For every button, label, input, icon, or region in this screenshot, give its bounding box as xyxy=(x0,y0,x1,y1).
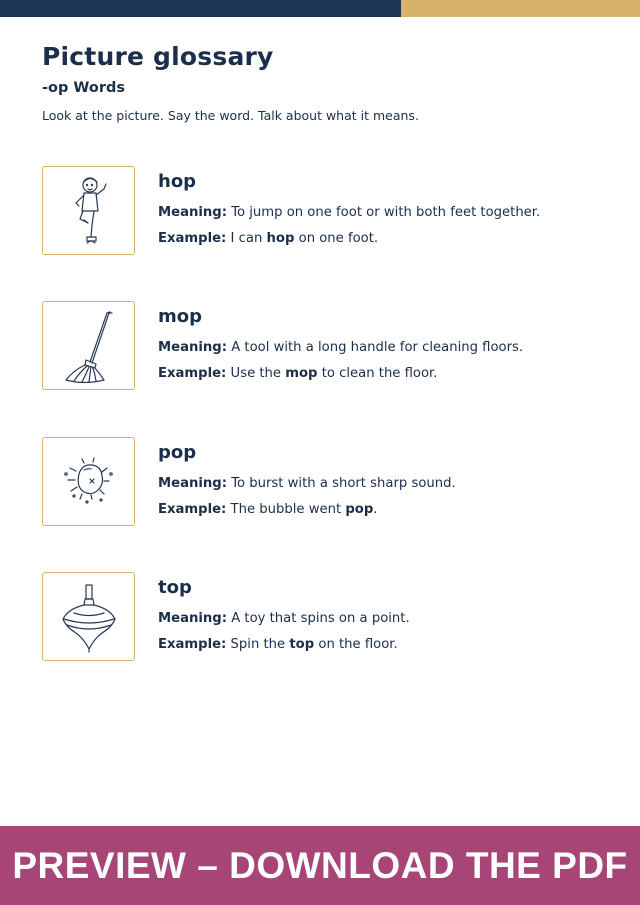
example-line xyxy=(158,231,378,246)
example-label: Example: xyxy=(158,637,227,652)
glossary-entry-hop xyxy=(42,166,602,258)
bubble-pop-icon xyxy=(54,444,124,520)
entry-word: pop xyxy=(158,442,197,463)
top-bar-gold-segment xyxy=(401,0,640,17)
meaning-label: Meaning: xyxy=(158,611,227,626)
preview-download-banner[interactable] xyxy=(0,826,640,905)
meaning-label: Meaning: xyxy=(158,205,227,220)
example-text-after: to clean the floor. xyxy=(321,366,438,381)
example-label: Example: xyxy=(158,231,227,246)
entry-word: mop xyxy=(158,306,203,327)
example-line xyxy=(158,502,378,517)
glossary-entry-top xyxy=(42,572,602,664)
example-text-before: The bubble went xyxy=(230,502,342,517)
example-text-after: . xyxy=(373,502,378,517)
meaning-text: To jump on one foot or with both feet together. xyxy=(231,205,541,220)
example-line xyxy=(158,637,398,652)
example-text-after: on one foot. xyxy=(298,231,379,246)
picture-frame xyxy=(42,437,135,526)
example-label: Example: xyxy=(158,366,227,381)
entry-word: hop xyxy=(158,171,197,192)
meaning-label: Meaning: xyxy=(158,340,227,355)
picture-frame xyxy=(42,572,135,661)
top-bar-navy-segment xyxy=(0,0,401,17)
meaning-text: To burst with a short sharp sound. xyxy=(231,476,456,491)
top-color-bar xyxy=(0,0,640,17)
glossary-entry-pop xyxy=(42,437,602,529)
instructions-text: Look at the picture. Say the word. Talk about what it means. xyxy=(42,108,419,123)
example-text-before: I can xyxy=(230,231,263,246)
spinning-top-icon xyxy=(54,579,124,655)
example-line xyxy=(158,366,437,381)
meaning-line xyxy=(158,611,410,626)
meaning-line xyxy=(158,340,523,355)
example-label: Example: xyxy=(158,502,227,517)
example-highlight-word: hop xyxy=(266,231,295,246)
example-text-before: Spin the xyxy=(230,637,286,652)
example-highlight-word: mop xyxy=(285,366,318,381)
meaning-label: Meaning: xyxy=(158,476,227,491)
banner-text: PREVIEW – DOWNLOAD THE PDF xyxy=(12,844,628,886)
page-subtitle: -op Words xyxy=(42,80,126,96)
mop-icon xyxy=(54,308,124,384)
glossary-entry-mop xyxy=(42,301,602,393)
meaning-text: A tool with a long handle for cleaning floors. xyxy=(231,340,524,355)
meaning-line xyxy=(158,476,456,491)
example-text-before: Use the xyxy=(230,366,282,381)
picture-frame xyxy=(42,301,135,390)
meaning-text: A toy that spins on a point. xyxy=(231,611,410,626)
entry-word: top xyxy=(158,577,192,598)
example-text-after: on the floor. xyxy=(318,637,398,652)
boy-hopping-icon xyxy=(54,173,124,249)
page-title: Picture glossary xyxy=(42,42,274,71)
picture-frame xyxy=(42,166,135,255)
example-highlight-word: top xyxy=(289,637,315,652)
meaning-line xyxy=(158,205,540,220)
example-highlight-word: pop xyxy=(345,502,374,517)
